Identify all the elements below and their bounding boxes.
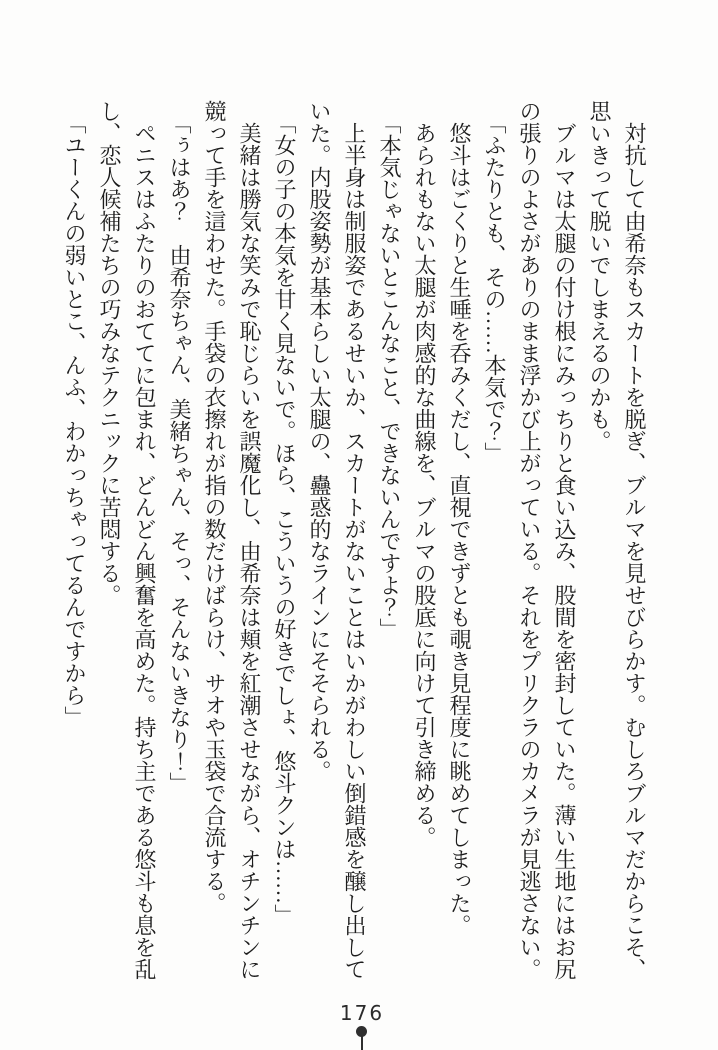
- pin-marker-icon: [350, 1026, 372, 1050]
- paragraph-dialogue: 「本気じゃないとこんなこと、できないんですよ？」: [377, 112, 402, 641]
- paragraph-dialogue: 「ぅはあ？ 由希奈ちゃん、美緒ちゃん、そっ、そんないきなり！」: [167, 112, 192, 795]
- paragraph-dialogue: 「ユーくんの弱いとこ、んふ、わかっちゃってるんですから」: [62, 112, 87, 729]
- paragraph: 悠斗はごくりと生唾を呑みくだし、直視できずとも覗き見程度に眺めてしまった。: [447, 122, 472, 936]
- paragraph: あられもない太腿が肉感的な曲線を、ブルマの股底に向けて引き締める。: [412, 122, 437, 848]
- paragraph: 上半身は制服姿であるせいか、スカートがないことはいかがわしい倒錯感を醸し出していた。内股姿勢が基本らしい太腿の、蠱惑的なラインにそそられる。: [307, 100, 367, 980]
- paragraph: ブルマは太腿の付け根にみっちりと食い込み、股間を密封していた。薄い生地にはお尻の張りのよさがありのまま浮かび上がっている。それをプリクラのカメラが見逃さない。: [517, 100, 577, 980]
- paragraph: 美緒は勝気な笑みで恥じらいを誤魔化し、由希奈は頬を紅潮させながら、オチンチンに競って手を這わせた。手袋の衣擦れが指の数だけばらけ、サオや玉袋で合流する。: [202, 100, 262, 980]
- paragraph: 対抗して由希奈もスカートを脱ぎ、ブルマを見せびらかす。むしろブルマだからこそ、思いきって脱いでしまえるのかも。: [587, 100, 647, 980]
- paragraph: ペニスはふたりのおててに包まれ、どんどん興奮を高めた。持ち主である悠斗も息を乱し、恋人候補たちの巧みなテクニックに苦悶する。: [97, 100, 157, 980]
- page-text-block: [57, 100, 652, 990]
- paragraph-dialogue: 「女の子の本気を甘く見ないで。ほら、こういうの好きでしょ、悠斗クンは……」: [272, 112, 297, 927]
- paragraph-dialogue: 「ふたりとも、その……本気で？」: [482, 112, 507, 465]
- pin-stem: [361, 1036, 363, 1050]
- page-number: 176: [339, 1001, 385, 1025]
